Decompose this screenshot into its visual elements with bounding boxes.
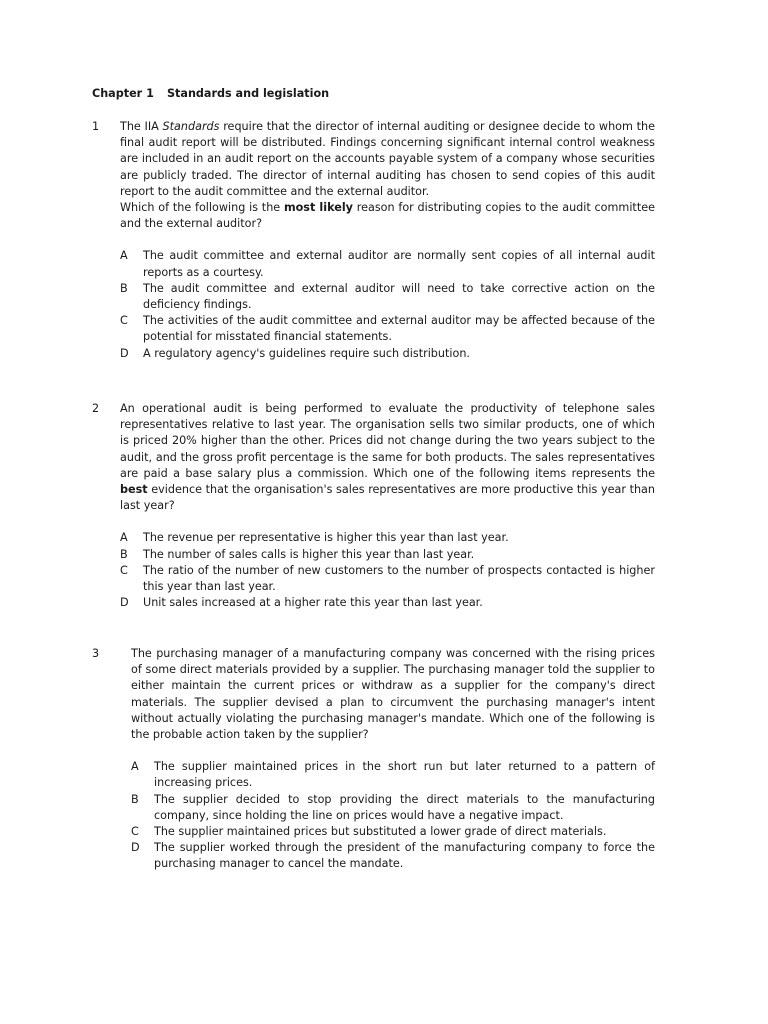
question-number: 3 xyxy=(92,647,100,660)
option-letter: A xyxy=(120,531,128,545)
option-a xyxy=(131,759,655,791)
stem-text: require that the director of internal auditing or designee decide to whom the final audit report will be distributed. Findings concerning significant internal control weakness are included in an audit report on the accounts payable system of a company whose securities are publicly traded. The director of internal auditing has chosen to send copies of this audit report to the audit committee and the external auditor. xyxy=(120,120,656,198)
stem-text: The IIA xyxy=(120,120,163,133)
option-text: The audit committee and external auditor are normally sent copies of all internal audit reports as a courtesy. xyxy=(143,249,655,279)
option-c xyxy=(120,563,655,595)
option-c xyxy=(131,824,655,840)
chapter-number: Chapter 1 xyxy=(92,87,154,100)
option-b xyxy=(120,547,655,563)
option-text: The audit committee and external auditor will need to take corrective action on the deficiency findings. xyxy=(143,281,655,312)
option-text: The revenue per representative is higher this year than last year. xyxy=(143,531,509,545)
option-d xyxy=(131,840,655,872)
option-text: The supplier decided to stop providing the direct materials to the manufacturing company, since holding the line on prices would have a negative impact. xyxy=(154,792,655,822)
option-text: The supplier maintained prices but substituted a lower grade of direct materials. xyxy=(154,825,607,839)
stem-text: reason for distributing copies to the audit committee and the external auditor? xyxy=(120,201,655,231)
option-letter: A xyxy=(120,249,128,263)
option-letter: C xyxy=(120,563,128,577)
option-letter: D xyxy=(131,841,140,855)
option-a xyxy=(120,530,655,546)
stem-text: An operational audit is being performed to evaluate the productivity of telephone sales representatives relative to last year. The organisation sells two similar products, one of which is priced 20% higher than the other. Prices did not change during the two years subject to the audit, and the gross profit percentage is the same for both products. The sales representatives are paid a base salary plus a commission. Which one of the following items represents the xyxy=(120,402,655,480)
option-text: Unit sales increased at a higher rate this year than last year. xyxy=(143,596,483,610)
answer-options xyxy=(120,530,655,611)
option-b xyxy=(131,792,655,824)
chapter-title: Standards and legislation xyxy=(167,87,330,100)
question-stem: The purchasing manager of a manufacturing company was concerned with the rising prices of some direct materials provided by a supplier. The purchasing manager told the supplier to either maintain the current prices or withdraw as a supplier for the company's direct materials. The supplier devised a plan to circumvent the purchasing manager's intent without actually violating the purchasing manager's mandate. Which one of the following is the probable action taken by the supplier? xyxy=(131,647,655,742)
option-d xyxy=(120,595,655,611)
question-3 xyxy=(92,646,655,873)
answer-options xyxy=(120,248,655,361)
option-letter: A xyxy=(131,760,139,774)
option-letter: B xyxy=(120,281,128,295)
option-text: A regulatory agency's guidelines require such distribution. xyxy=(143,346,470,360)
stem-paragraph-2 xyxy=(120,200,655,232)
option-c xyxy=(120,313,655,345)
stem-italic: Standards xyxy=(162,120,220,133)
question-stem xyxy=(120,401,655,514)
option-text: The activities of the audit committee and external auditor may be affected because of the potential for misstated financial statements. xyxy=(143,314,655,344)
option-letter: D xyxy=(120,346,129,360)
question-1 xyxy=(92,119,655,362)
option-letter: C xyxy=(131,825,139,839)
question-2 xyxy=(92,401,655,611)
option-text: The number of sales calls is higher this year than last year. xyxy=(143,547,475,561)
stem-text: Which of the following is the xyxy=(120,201,284,215)
chapter-heading xyxy=(92,86,329,102)
stem-bold: most likely xyxy=(283,201,353,215)
option-letter: D xyxy=(120,596,129,610)
stem-paragraph-1 xyxy=(120,119,655,200)
stem-bold: best xyxy=(120,483,148,497)
answer-options xyxy=(131,759,655,872)
question-number: 2 xyxy=(92,402,100,415)
option-letter: B xyxy=(120,547,128,561)
option-text: The supplier worked through the president of the manufacturing company to force the purchasing manager to cancel the mandate. xyxy=(154,841,655,871)
question-number: 1 xyxy=(92,120,100,133)
option-a xyxy=(120,248,655,280)
option-letter: C xyxy=(120,314,128,328)
question-stem xyxy=(120,119,655,232)
option-text: The supplier maintained prices in the short run but later returned to a pattern of increasing prices. xyxy=(154,760,655,790)
stem-text: evidence that the organisation's sales representatives are more productive this year than last year? xyxy=(120,483,655,513)
option-d xyxy=(120,346,655,362)
option-b xyxy=(120,281,655,313)
option-text: The ratio of the number of new customers to the number of prospects contacted is higher this year than last year. xyxy=(143,563,655,594)
option-letter: B xyxy=(131,792,139,806)
